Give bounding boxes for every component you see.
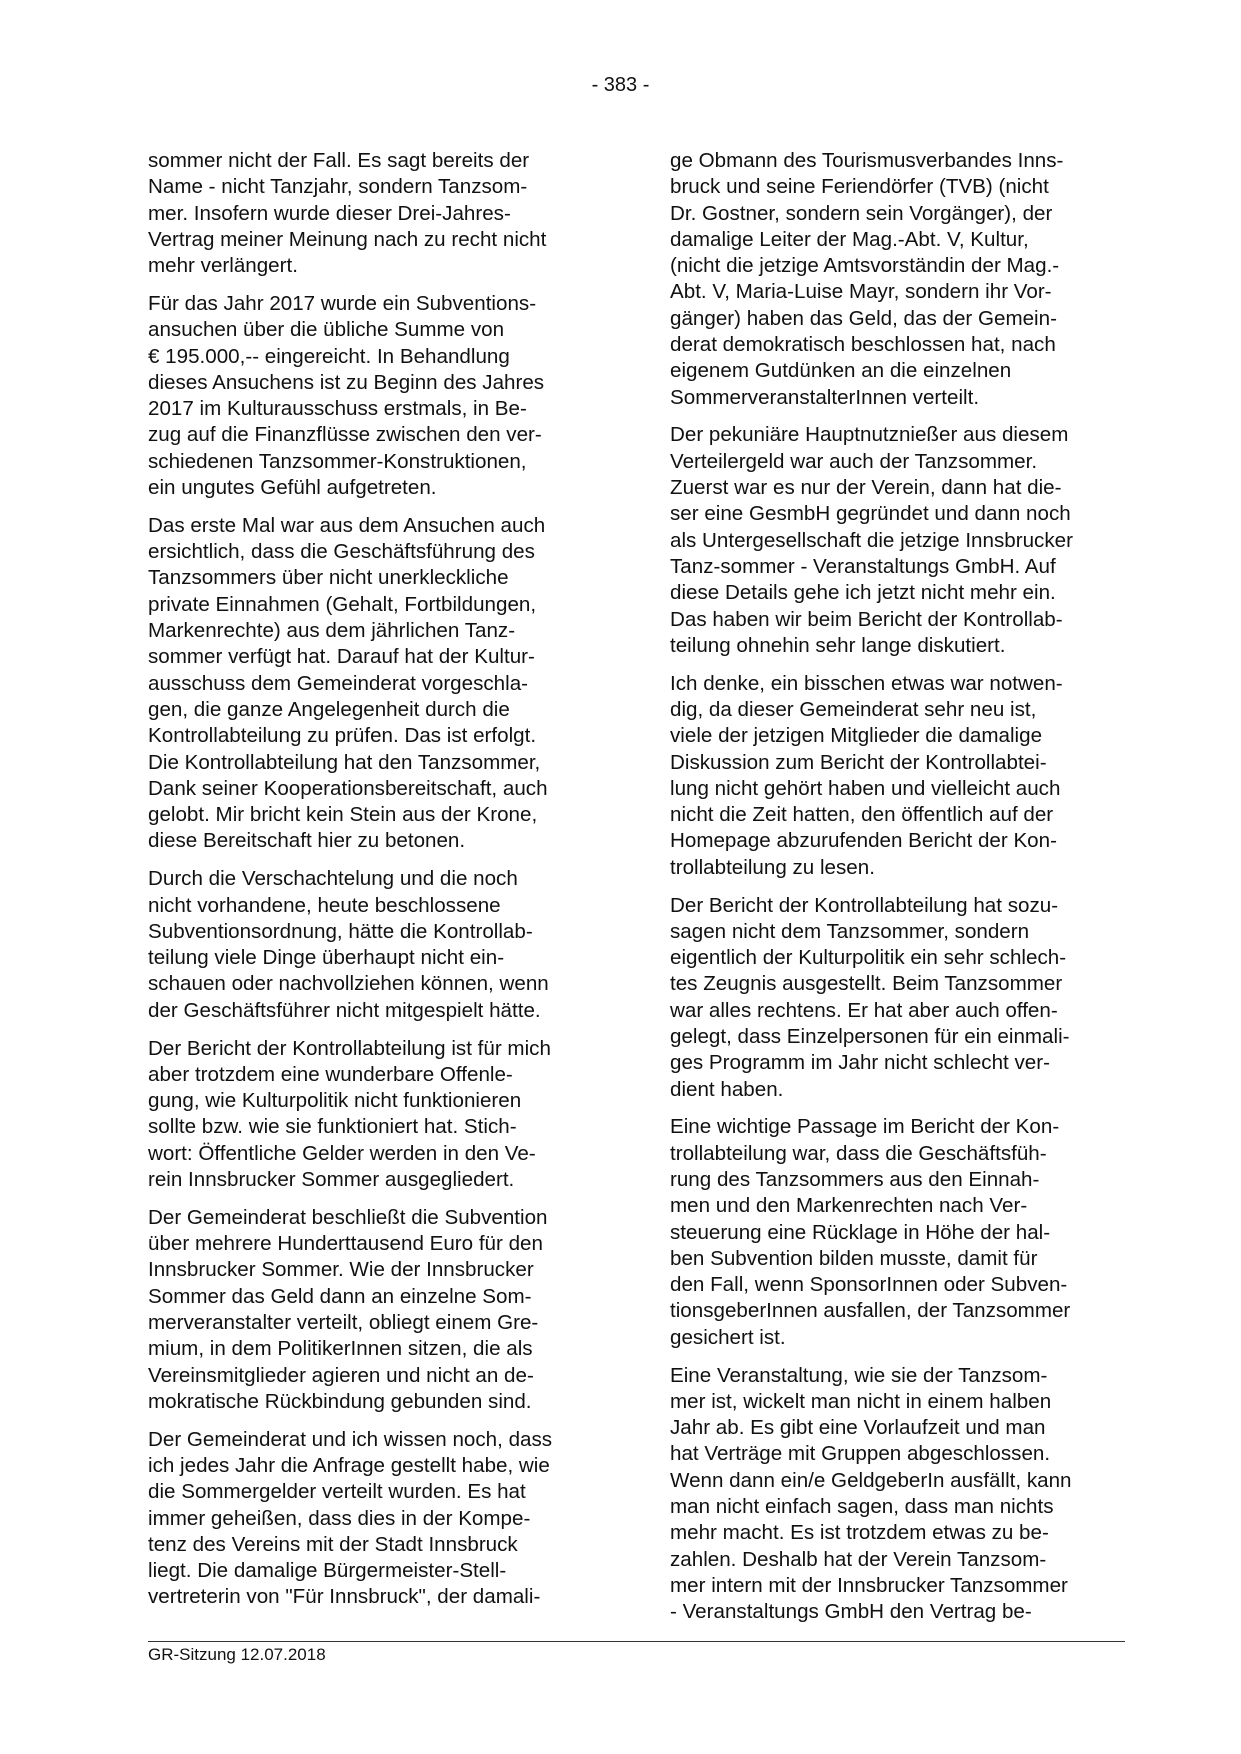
paragraph: Der Gemeinderat beschließt die Subvention über mehrere Hunderttausend Euro für den Innsbrucker Sommer. Wie der Innsbrucker Sommer das Geld dann an einzelne Som- merveranstalter verteilt, obliegt einem Gre- mium, in dem PolitikerInnen sitzen, die als Vereinsmitglieder agieren und nicht an de- mokratische Rückbindung gebunden sind. bbox=[148, 1205, 548, 1413]
page-number: - 383 - bbox=[591, 74, 650, 96]
paragraph: Eine Veranstaltung, wie sie der Tanzsom- mer ist, wickelt man nicht in einem halben Jahr ab. Es gibt eine Vorlaufzeit und man hat Verträge mit Gruppen abgeschlossen. Wenn dann ein/e GeldgeberIn ausfällt, kann man nicht einfach sagen, dass man nichts mehr macht. Es ist trotzdem etwas zu be- zahlen. Deshalb hat der Verein Tanzsom- mer intern mit der Innsbrucker Tanzsommer - Veranstaltungs GmbH den Vertrag be- bbox=[670, 1363, 1072, 1624]
paragraph: Der Bericht der Kontrollabteilung hat sozu- sagen nicht dem Tanzsommer, sondern eigentlich der Kulturpolitik ein sehr schlech- tes Zeugnis ausgestellt. Beim Tanzsommer war alles rechtens. Er hat aber auch offen- gelegt, dass Einzelpersonen für ein einmali- ges Programm im Jahr nicht schlecht ver- dient haben. bbox=[670, 893, 1070, 1101]
left-column bbox=[148, 148, 618, 1622]
footer-divider bbox=[148, 1641, 1125, 1642]
paragraph: Der pekuniäre Hauptnutznießer aus diesem Verteilergeld war auch der Tanzsommer. Zuerst war es nur der Verein, dann hat die- ser eine GesmbH gegründet und dann noch als Untergesellschaft die jetzige Innsbrucker Tanz-sommer - Veranstaltungs GmbH. Auf diese Details gehe ich jetzt nicht mehr ein. Das haben wir beim Bericht der Kontrollab- teilung ohnehin sehr lange diskutiert. bbox=[670, 423, 1073, 657]
paragraph: Für das Jahr 2017 wurde ein Subventions- ansuchen über die übliche Summe von € 195.000,-- eingereicht. In Behandlung dieses Ansuchens ist zu Beginn des Jahres 2017 im Kulturausschuss erstmals, in Be- zug auf die Finanzflüsse zwischen den ver- schiedenen Tanzsommer-Konstruktionen, ein ungutes Gefühl aufgetreten. bbox=[148, 291, 545, 500]
paragraph: Ich denke, ein bisschen etwas war notwen- dig, da dieser Gemeinderat sehr neu ist, viele der jetzigen Mitglieder die damalige Diskussion zum Bericht der Kontrollabtei- lung nicht gehört haben und vielleicht auch nicht die Zeit hatten, den öffentlich auf der Homepage abzurufenden Bericht der Kon- trollabteilung zu lesen. bbox=[670, 671, 1063, 879]
paragraph: ge Obmann des Tourismusverbandes Inns- bruck und seine Feriendörfer (TVB) (nicht Dr. Gostner, sondern sein Vorgänger), der damalige Leiter der Mag.-Abt. V, Kultur, (nicht die jetzige Amtsvorständin der Mag.- Abt. V, Maria-Luise Mayr, sondern ihr Vor- gänger) haben das Geld, das der Gemein- derat demokratisch beschlossen hat, nach eigenem Gutdünken an die einzelnen SommerveranstalterInnen verteilt. bbox=[670, 149, 1064, 409]
paragraph: Der Bericht der Kontrollabteilung ist für mich aber trotzdem eine wunderbare Offenle- gung, wie Kulturpolitik nicht funktionieren sollte bzw. wie sie funktioniert hat. Stich- wort: Öffentliche Gelder werden in den Ve- rein Innsbrucker Sommer ausgegliedert. bbox=[148, 1036, 551, 1191]
paragraph: Das erste Mal war aus dem Ansuchen auch ersichtlich, dass die Geschäftsführung des Tanzsommers über nicht unerkleckliche private Einnahmen (Gehalt, Fortbildungen, Markenrechte) aus dem jährlichen Tanz- sommer verfügt hat. Darauf hat der Kultur- ausschuss dem Gemeinderat vorgeschla- gen, die ganze Angelegenheit durch die Kontrollabteilung zu prüfen. Das ist erfolgt. Die Kontrollabteilung hat den Tanzsommer, Dank seiner Kooperationsbereitschaft, auch gelobt. Mir bricht kein Stein aus der Krone, diese Bereitschaft hier zu betonen. bbox=[148, 513, 548, 853]
paragraph: Durch die Verschachtelung und die noch nicht vorhandene, heute beschlossene Subventionsordnung, hätte die Kontrollab- teilung viele Dinge überhaupt nicht ein- schauen oder nachvollziehen können, wenn der Geschäftsführer nicht mitgespielt hätte. bbox=[148, 867, 549, 1022]
paragraph: Der Gemeinderat und ich wissen noch, dass ich jedes Jahr die Anfrage gestellt habe, wie die Sommergelder verteilt wurden. Es hat immer geheißen, dass dies in der Kompe- tenz des Vereins mit der Stadt Innsbruck liegt. Die damalige Bürgermeister-Stell- vertreterin von "Für Innsbruck", der damali- bbox=[148, 1427, 553, 1609]
right-column bbox=[670, 148, 1140, 1637]
footer-text: GR-Sitzung 12.07.2018 bbox=[148, 1645, 326, 1664]
paragraph: Eine wichtige Passage im Bericht der Kon- trollabteilung war, dass die Geschäftsfüh- rung des Tanzsommers aus den Einnah- men und den Markenrechten nach Ver- steuerung eine Rücklage in Höhe der hal- ben Subvention bilden musste, damit für den Fall, wenn SponsorInnen oder Subven- tionsgeberInnen ausfallen, der Tanzsommer gesichert ist. bbox=[670, 1115, 1071, 1349]
paragraph: sommer nicht der Fall. Es sagt bereits der Name - nicht Tanzjahr, sondern Tanzsom- mer. Insofern wurde dieser Drei-Jahres- Vertrag meiner Meinung nach zu recht nicht mehr verlängert. bbox=[148, 149, 547, 278]
